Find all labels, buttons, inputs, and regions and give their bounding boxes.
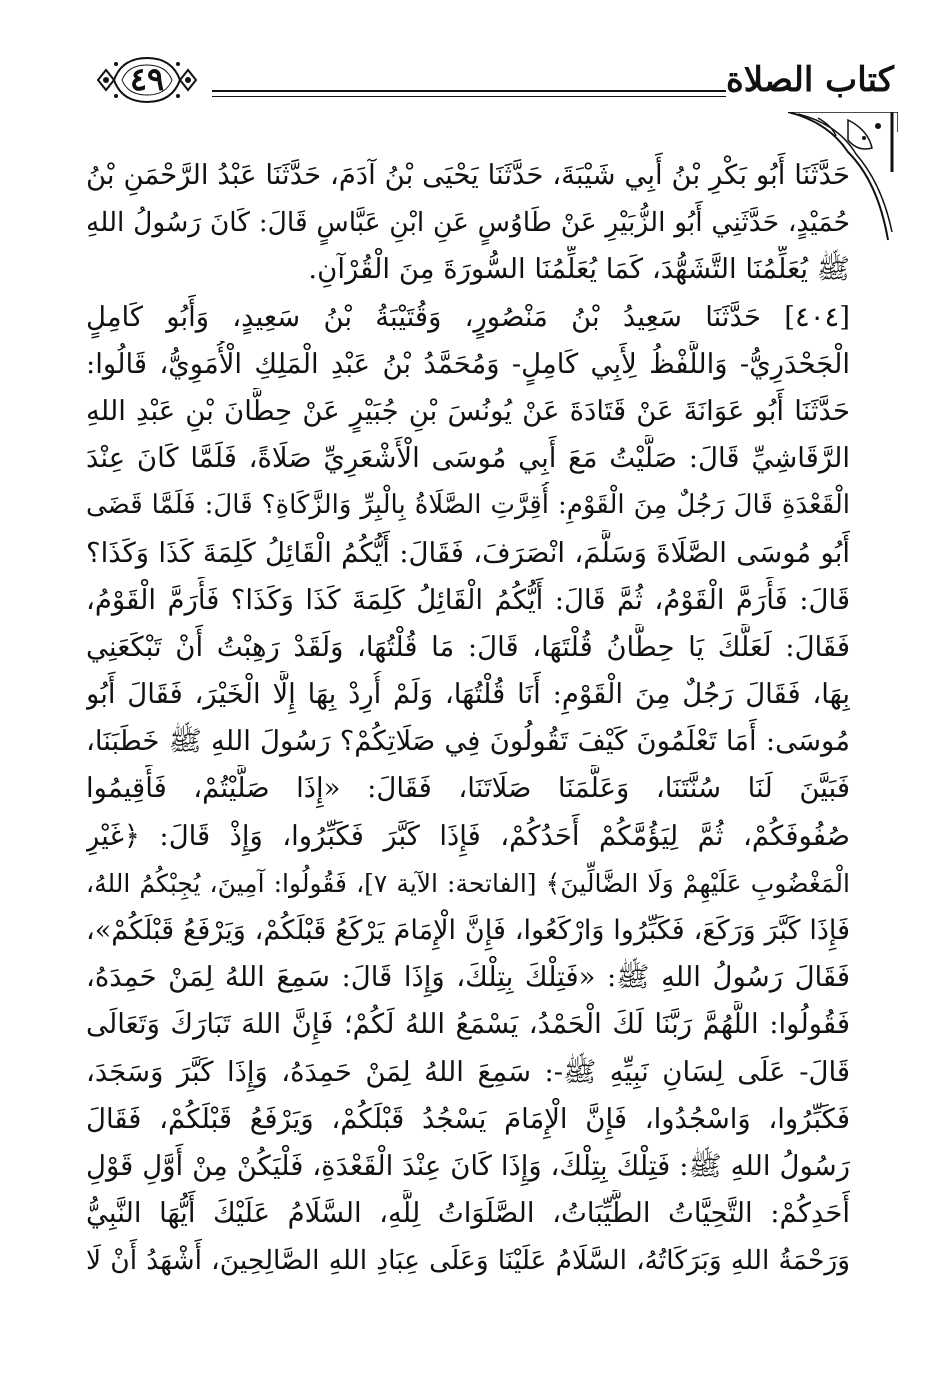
text-line: حُمَيْدٍ، حَدَّثَنِي أَبُو الزُّبَيْرِ عَنْ طَاوُسٍ عَنِ ابْنِ عَبَّاسٍ قَالَ: كَانَ رَسُولُ اللهِ	[86, 207, 850, 239]
text-line: قَالَ: فَأَرَمَّ الْقَوْمُ، ثُمَّ قَالَ: أَيُّكُمُ الْقَائِلُ كَلِمَةَ كَذَا وَكَذَا؟ فَأَرَمَّ الْقَوْمُ،	[86, 583, 850, 616]
text-line: ﷺ يُعَلِّمُنَا التَّشَهُّدَ، كَمَا يُعَلِّمُنَا السُّورَةَ مِنَ الْقُرْآنِ.	[308, 253, 850, 286]
text-line: فَإِذَا كَبَّرَ وَرَكَعَ، فَكَبِّرُوا وَارْكَعُوا، فَإِنَّ الْإِمَامَ يَرْكَعُ قَبْلَكُمْ، وَيَرْفَعُ قَبْلَكُمْ»،	[86, 915, 850, 946]
text-line: وَرَحْمَةُ اللهِ وَبَرَكَاتُهُ، السَّلَامُ عَلَيْنَا وَعَلَى عِبَادِ اللهِ الصَّالِحِينَ، أَشْهَدُ أَنْ لَا	[86, 1245, 850, 1277]
text-line: الْجَحْدَرِيُّ- وَاللَّفْظُ لِأَبِي كَامِلٍ- وَمُحَمَّدُ بْنُ عَبْدِ الْمَلِكِ الْأُمَوِيُّ، قَالُوا:	[86, 347, 850, 380]
text-line: قَالَ- عَلَى لِسَانِ نَبِيِّهِ ﷺ-: سَمِعَ اللهُ لِمَنْ حَمِدَهُ، وَإِذَا كَبَّرَ وَسَجَدَ،	[86, 1055, 850, 1088]
text-line: الرَّقَاشِيِّ قَالَ: صَلَّيْتُ مَعَ أَبِي مُوسَى الْأَشْعَرِيِّ صَلَاةً، فَلَمَّا كَانَ عِنْدَ	[86, 442, 850, 475]
text-line: [٤٠٤] حَدَّثَنَا سَعِيدُ بْنُ مَنْصُورٍ، وَقُتَيْبَةُ بْنُ سَعِيدٍ، وَأَبُو كَامِلٍ	[86, 300, 850, 333]
text-line: أَحَدِكُمْ: التَّحِيَّاتُ الطَّيِّبَاتُ، الصَّلَوَاتُ لِلَّهِ، السَّلَامُ عَلَيْكَ أَيُّهَا النَّبِيُّ	[86, 1197, 850, 1230]
text-line: مُوسَى: أَمَا تَعْلَمُونَ كَيْفَ تَقُولُونَ فِي صَلَاتِكُمْ؟ رَسُولَ اللهِ ﷺ خَطَبَنَا،	[86, 725, 850, 758]
text-line: حَدَّثَنَا أَبُو عَوَانَةَ عَنْ قَتَادَةَ عَنْ يُونُسَ بْنِ جُبَيْرٍ عَنْ حِطَّانَ بْنِ عَبْدِ اللهِ	[86, 394, 850, 427]
text-line: بِهَا، فَقَالَ رَجُلٌ مِنَ الْقَوْمِ: أَنَا قُلْتُهَا، وَلَمْ أُرِدْ بِهَا إِلَّا الْخَيْرَ، فَقَالَ أَبُو	[86, 678, 850, 711]
text-line: أَبُو مُوسَى الصَّلَاةَ وَسَلَّمَ، انْصَرَفَ، فَقَالَ: أَيُّكُمُ الْقَائِلُ كَلِمَةَ كَذَا وَكَذَا؟	[86, 536, 850, 569]
text-line: فَقَالَ: لَعَلَّكَ يَا حِطَّانُ قُلْتَهَا، قَالَ: مَا قُلْتُهَا، وَلَقَدْ رَهِبْتُ أَنْ تَبْكَعَنِي	[86, 630, 850, 663]
page-header	[92, 50, 894, 110]
book-title: كتاب الصلاة	[725, 60, 894, 100]
page-number: ٤٩	[129, 60, 165, 98]
text-line: فَقُولُوا: اللَّهُمَّ رَبَّنَا لَكَ الْحَمْدُ، يَسْمَعُ اللهُ لَكُمْ؛ فَإِنَّ اللهَ تَبَارَكَ وَتَعَالَى	[86, 1008, 850, 1041]
text-line: صُفُوفَكُمْ، ثُمَّ لِيَؤُمَّكُمْ أَحَدُكُمْ، فَإِذَا كَبَّرَ فَكَبِّرُوا، وَإِذْ قَالَ: ﴿غَيْرِ	[86, 819, 850, 852]
text-line: الْمَغْضُوبِ عَلَيْهِمْ وَلَا الضَّالِّينَ﴾ [الفاتحة: الآية ٧]، فَقُولُوا: آمِينَ، يُجِبْكُمُ اللهُ،	[86, 868, 850, 898]
header-rule	[212, 90, 726, 92]
text-line: فَبَيَّنَ لَنَا سُنَّتَنَا، وَعَلَّمَنَا صَلَاتَنَا، فَقَالَ: «إِذَا صَلَّيْتُمْ، فَأَقِيمُوا	[86, 772, 850, 805]
text-line: فَكَبِّرُوا، وَاسْجُدُوا، فَإِنَّ الْإِمَامَ يَسْجُدُ قَبْلَكُمْ، وَيَرْفَعُ قَبْلَكُمْ، فَقَالَ	[86, 1102, 850, 1135]
header-rule-thin	[212, 96, 726, 97]
main-text	[86, 152, 850, 1285]
text-line: فَقَالَ رَسُولُ اللهِ ﷺ: «فَتِلْكَ بِتِلْكَ، وَإِذَا قَالَ: سَمِعَ اللهُ لِمَنْ حَمِدَهُ،	[86, 961, 850, 994]
text-line: حَدَّثَنَا أَبُو بَكْرِ بْنُ أَبِي شَيْبَةَ، حَدَّثَنَا يَحْيَى بْنُ آدَمَ، حَدَّثَنَا عَبْدُ الرَّحْمَنِ بْنُ	[86, 159, 850, 191]
page-number-frame	[92, 50, 202, 110]
text-line: الْقَعْدَةِ قَالَ رَجُلٌ مِنَ الْقَوْمِ: أُقِرَّتِ الصَّلَاةُ بِالْبِرِّ وَالزَّكَاةِ؟ قَالَ: فَلَمَّا قَضَى	[86, 490, 850, 521]
text-line: رَسُولُ اللهِ ﷺ: فَتِلْكَ بِتِلْكَ، وَإِذَا كَانَ عِنْدَ الْقَعْدَةِ، فَلْيَكُنْ مِنْ أَوَّلِ قَوْلِ	[86, 1149, 850, 1182]
